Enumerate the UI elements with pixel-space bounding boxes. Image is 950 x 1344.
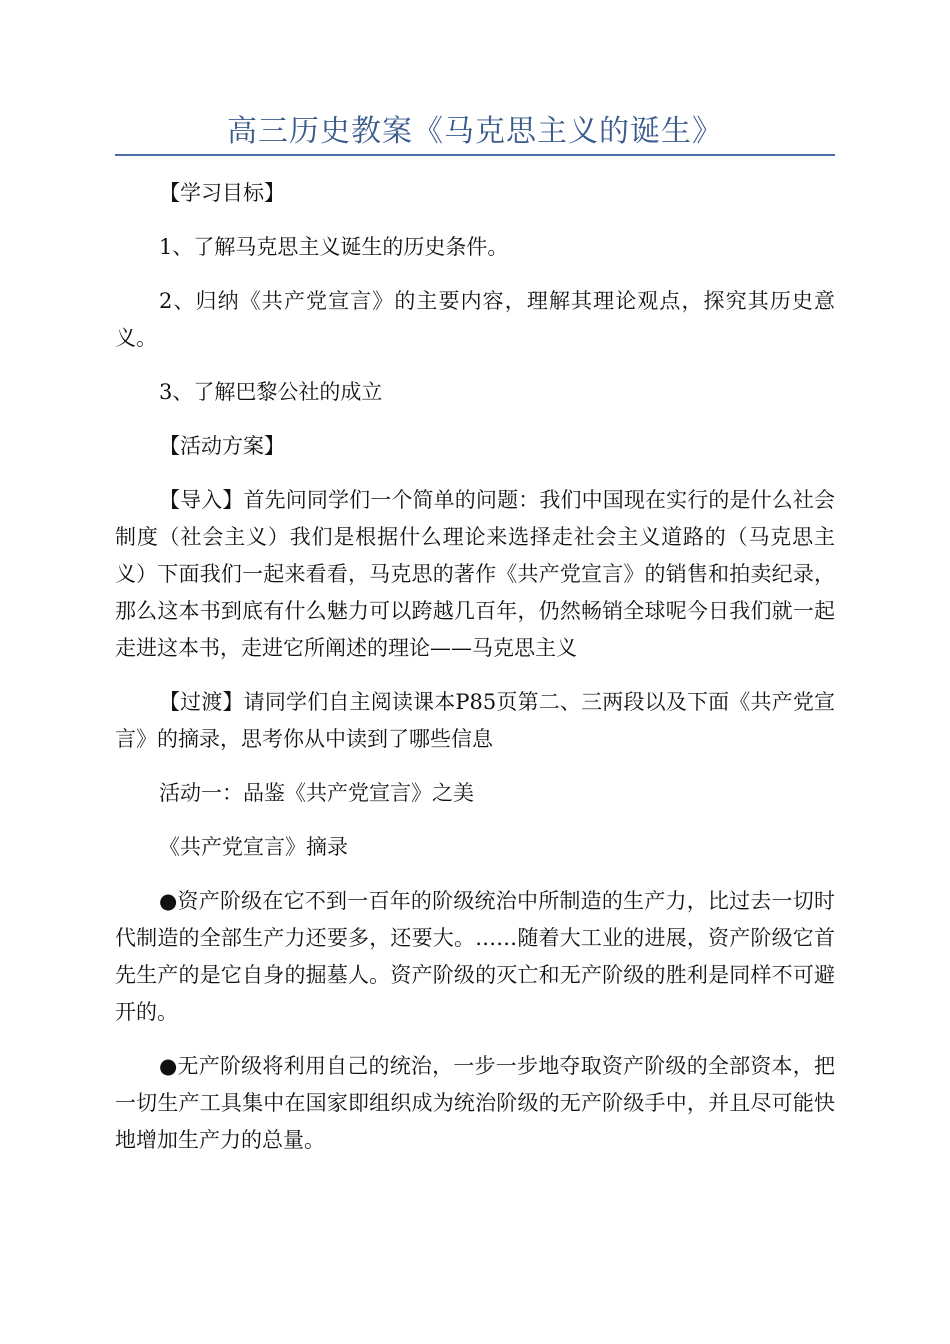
title-underline — [115, 154, 835, 156]
goal-item-2: 2、归纳《共产党宣言》的主要内容，理解其理论观点，探究其历史意义。 — [115, 289, 835, 350]
goal-item-3: 3、了解巴黎公社的成立 — [159, 380, 383, 404]
section-heading-activity-plan: 【活动方案】 — [159, 434, 285, 458]
excerpt-heading: 《共产党宣言》摘录 — [159, 835, 348, 859]
introduction-paragraph: 【导入】首先问同学们一个简单的问题：我们中国现在实行的是什么社会制度（社会主义）我们是根据什么理论来选择走社会主义道路的（马克思主义）下面我们一起来看看，马克思的著作《共产党宣言》的销售和拍卖纪录，那么这本书到底有什么魅力可以跨越几百年，仍然畅销全球呢今日我们就一起走进这本书，走进它所阐述的理论——马克思主义 — [115, 488, 835, 660]
transition-paragraph: 【过渡】请同学们自主阅读课本P85页第二、三两段以及下面《共产党宣言》的摘录，思考你从中读到了哪些信息 — [115, 690, 835, 751]
excerpt-item-1: ●资产阶级在它不到一百年的阶级统治中所制造的生产力，比过去一切时代制造的全部生产力还要多，还要大。……随着大工业的进展，资产阶级它首先生产的是它自身的掘墓人。资产阶级的灭亡和无产阶级的胜利是同样不可避开的。 — [115, 889, 835, 1024]
activity-one-heading: 活动一：品鉴《共产党宣言》之美 — [159, 781, 474, 805]
goal-item-1: 1、了解马克思主义诞生的历史条件。 — [159, 235, 509, 259]
document-title: 高三历史教案《马克思主义的诞生》 — [227, 114, 723, 149]
section-heading-learning-goals: 【学习目标】 — [159, 181, 285, 205]
document-body — [115, 175, 835, 1176]
excerpt-item-2: ●无产阶级将利用自己的统治，一步一步地夺取资产阶级的全部资本，把一切生产工具集中在国家即组织成为统治阶级的无产阶级手中，并且尽可能快地增加生产力的总量。 — [115, 1054, 835, 1152]
